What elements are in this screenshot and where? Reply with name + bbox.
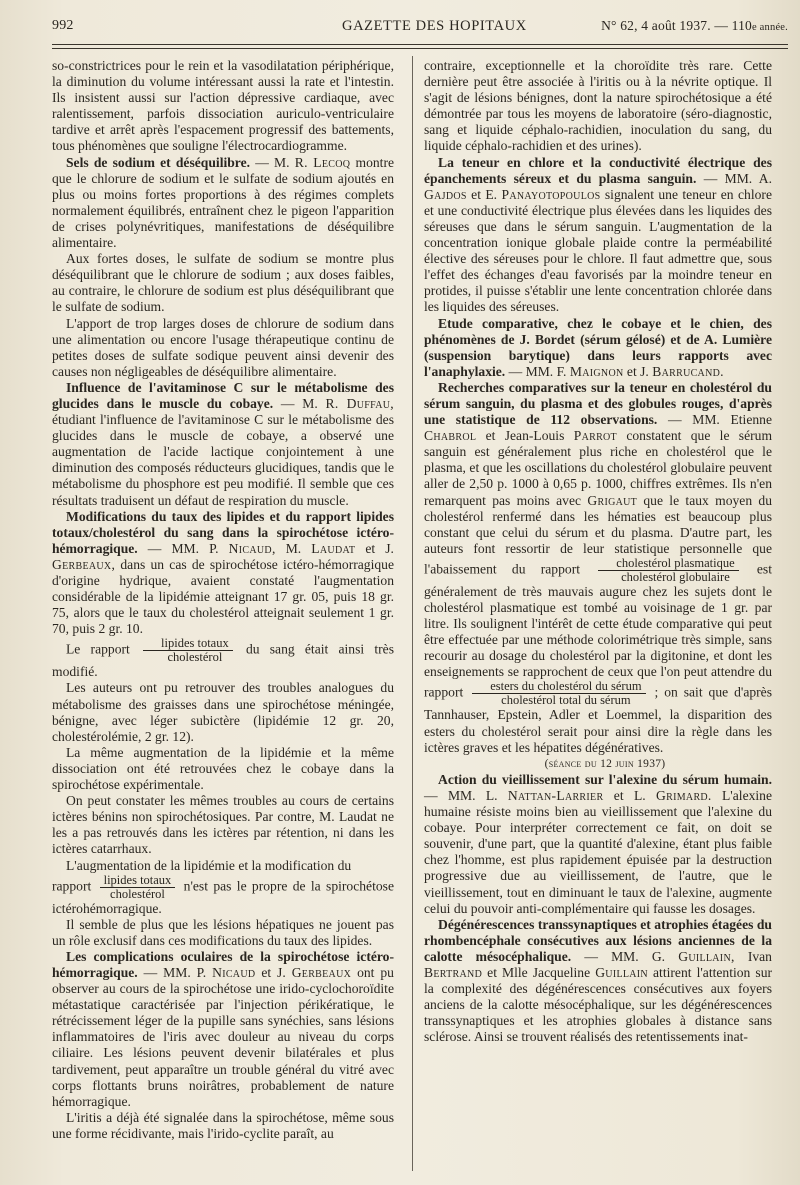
article-title: Recherches comparatives sur la teneur en cholestérol du sérum sanguin, du plasma et des globules rouges, d'après une statistique de 112 observations. <box>424 379 772 428</box>
author-name: Parrot <box>573 428 617 444</box>
fraction-denominator: cholestérol total du sérum <box>501 693 631 708</box>
article-lipides <box>52 509 394 638</box>
text: signalent une teneur en chlore et une conductivité électrique plus élevées dans les liquides des séreuses que dans le sérum sanguin. L'augmentation de la concentration ionique globale plaide contre la perméabilité élective des séreuses pour le chlore. Il faut admettre que, sous l'effet des échanges d'eau favorisés par la moindre teneur en protides, il puisse s'établir une lente concentration chlorée dans les liquides des séreuses. <box>424 186 772 315</box>
article-title: Les complications oculaires de la spirochétose ictéro-hémorragique. <box>52 948 394 980</box>
author-name: R. Lecoq <box>294 154 351 170</box>
author-name: Nattan-Larrier <box>507 787 604 803</box>
text: — MM. P. <box>147 540 219 556</box>
article-title: Action du vieillissement sur l'alexine du sérum humain. <box>438 771 772 787</box>
paragraph-ratio <box>52 637 394 680</box>
text: L'alexine humaine résiste moins bien au vieillissement que l'alexine du cobaye. Pour interpréter correctement ce fait, on doit se souvenir, d'une part, que la quantité d'alexine, étant plus faible chez l'homme, est plus rapidement épuisée par la destruction progressive due au vieillissement, de l'autre, que le vieillissement, tout en diminuant le taux de l'alexine, augmente celui du pouvoir anti-complémentaire qui fausse les dosages. <box>424 787 773 916</box>
author-name: Gerbeaux, <box>52 556 116 572</box>
paragraph: L'apport de trop larges doses de chlorure de sodium dans une alimentation ou encore l'usage thérapeutique continu de petites doses de sulfate sodique peuvent ainsi devenir des causes non négligeables de déséquilibre alimentaire. <box>52 315 394 379</box>
fraction-denominator: cholestérol <box>110 886 165 901</box>
text: — MM. P. <box>143 964 207 980</box>
author-name: Laudat <box>311 540 356 556</box>
paragraph: so-constrictrices pour le rein et la vasodilatation périphérique, la diminution du volume intéressant aussi la rate et l'intestin. Ils insistent aussi sur l'action dépressive cardiaque, avec ralentissement, parfois dissociation auriculo-ventriculaire tardive et arrêt après l'espacement progressif des battements, tous phénomènes que souligne l'électrocardiogramme. <box>52 58 394 154</box>
text: et L. <box>613 787 646 803</box>
fraction-numerator: lipides totaux <box>143 637 233 651</box>
article-title: La teneur en chlore et la conductivité électrique des épanchements séreux et du plasma sanguin. <box>424 154 772 186</box>
author-name: Nicaud <box>212 964 256 980</box>
text: montre que le chlorure de sodium et le sulfate de sodium ajoutés en plus ou moins fortes proportions à des régimes complets normalement équilibrés, entraînent chez le pigeon l'apparition de crises polynévritiques, manifestations de déséquilibre alimentaire. <box>52 154 395 251</box>
article-alexine <box>424 772 772 917</box>
author-name: Bertrand <box>424 964 483 980</box>
session-heading <box>424 756 772 772</box>
issue-date: N° 62, 4 août 1937. — 110 <box>601 18 752 33</box>
fraction-numerator <box>472 680 645 694</box>
text: — MM. L. <box>424 787 498 803</box>
article-chlore <box>424 155 772 316</box>
text: constatent que le sérum sanguin est généralement plus riche en cholestérol que le plasma, et que les oscillations du cholestérol globulaire peuvent aller de 2,50 p. 1000 à 0,65 p. 1000, chiffres extrêmes. Ils n'en remarquent pas moins avec <box>424 428 773 508</box>
text: — M. <box>280 395 318 411</box>
text: Ivan <box>747 948 772 964</box>
right-column <box>424 58 772 1045</box>
article-sodium <box>52 155 394 252</box>
text: ont pu observer au cours de la spirochétose une irido-cyclochoroïdite métastatique caractérisée par l'injection périkératique, le rétrécissement léger de la pupille sans synéchies, sans lésions inflammatoires de l'iris avec douleur au niveau du corps ciliaire. Les lésions peuvent devenir bilatérales et plus tardivement, peut apparaître un trouble général du vitré avec corps flottants bruns noirâtres, probablement de nature hémorragique. <box>52 964 394 1109</box>
article-title: Influence de l'avitaminose C sur le métabolisme des glucides dans le muscle du cobaye. <box>52 379 394 411</box>
text: Le rapport <box>66 642 130 657</box>
text: — MM. A. <box>703 170 772 186</box>
author-name: Panayotopoulos <box>501 186 601 202</box>
text: n'est pas le propre de la spirochétose ictérohémorragique. <box>52 878 394 916</box>
article-cholesterol <box>424 380 772 756</box>
paragraph: contraire, exceptionnelle et la choroïdite très rare. Cette dernière peut être associée à l'iritis ou à la névrite optique. Il s'agit de lésions bénignes, dont la nature spirochétosique a été démontrée par tous les moyens de laboratoire (séro-diagnostic, sang et liquide céphalo-rachidien, inoculation du sang, du liquide céphalo-rachidien et des urines). <box>424 58 772 154</box>
article-title: Sels de sodium et déséquilibre. <box>66 154 251 170</box>
paragraph: Aux fortes doses, le sulfate de sodium se montre plus déséquilibrant que le chlorure de sodium ; aux doses faibles, au contraire, le chlorure de sodium est plus déséquilibrant que le sulfate de sodium. <box>52 251 394 315</box>
column-divider <box>412 56 413 1171</box>
text: et Mlle Jacqueline <box>487 964 591 980</box>
article-title: Dégénérescences transsynaptiques et atrophies étagées du rhombencéphale consécutives aux lésions anciennes de la calotte mésocéphalique. <box>424 916 772 964</box>
paragraph: Il semble de plus que les lésions hépatiques ne jouent pas un rôle exclusif dans ces modifications du taux des lipides. <box>52 916 394 948</box>
author-name: Gerbeaux <box>291 964 352 980</box>
paragraph: Les auteurs ont pu retrouver des troubles analogues du métabolisme des graisses dans une spirochétose méningée, bénigne, avec léger subictère (lipidémie 12 gr. 20, cholestérolémie, 2 gr. 12). <box>52 680 394 744</box>
issue-suffix: e année. <box>752 22 788 33</box>
text: et J. <box>261 964 286 980</box>
article-oculaires <box>52 949 394 1110</box>
article-title: Etude comparative, chez le cobaye et le chien, des phénomènes de J. Bordet (sérum gélosé) et de A. Lumière (suspension barytique) dans leurs rapports avec l'anaphylaxie. <box>424 315 772 379</box>
text: — MM. G. <box>584 948 666 964</box>
fraction <box>143 637 233 664</box>
text: ; on sait que d'après Tannhauser, Epstein, Adler et Loemmel, la disparition des esters du cholestérol serait pour ainsi dire la règle dans les ictères graves et les hépatites dégénératives. <box>424 685 773 755</box>
left-column <box>52 58 394 1142</box>
text: étudiant l'influence de l'avitaminose C sur le métabolisme des glucides dans le muscle de cobaye, a observé une augmentation de l'acide lactique conjointement à une diminution des composés réducteurs glucidiques, tandis que le métabolisme du phosphore est peu modifié. Il semble que ces résultats traduisent un défaut de respiration du muscle. <box>52 412 394 508</box>
text: du sang était ainsi très modifié. <box>52 642 394 680</box>
text: — M. <box>255 154 290 170</box>
paragraph: On peut constater les mêmes troubles au cours de certains ictères bénins non spirochétosiques. Par contre, M. Laudat ne les a pas retrouvés dans les ictères par rétention, ni dans les ictères catarrhaux. <box>52 793 394 857</box>
author-name: R. Duffau, <box>325 395 395 411</box>
header-rule-thin <box>52 48 788 49</box>
text: esters <box>490 679 519 694</box>
fraction-numerator: cholestérol plasmatique <box>598 557 738 571</box>
journal-title: GAZETTE DES HOPITAUX <box>342 18 527 34</box>
fraction-denominator: cholestérol <box>167 650 223 665</box>
author-name: Maignon <box>569 363 624 379</box>
text: et E. <box>471 186 498 202</box>
fraction-denominator: cholestérol globulaire <box>621 569 730 584</box>
author-name: Gajdos <box>424 186 467 202</box>
text: et J. <box>365 540 394 556</box>
paragraph: L'augmentation de la lipidémie et la modification du <box>66 857 352 873</box>
author-name: Barrucand. <box>652 363 724 379</box>
article-title: Modifications du taux des lipides et du rapport lipides totaux/cholestérol du sang dans la spirochétose ictéro-hémorragique. <box>52 508 394 556</box>
article-anaphylaxie <box>424 316 772 380</box>
text: attirent l'attention sur la complexité des dégénérescences consécutives aux foyers anciens de la calotte mésocéphalique, sur les dégénérescences transsynaptiques et les atrophies globales à distance sans sclérose. Ainsi se trouvent réalisés des retentissements inat- <box>424 964 773 1045</box>
article-avitaminose <box>52 380 394 509</box>
text: M. <box>285 540 302 556</box>
session-date: (séance du 12 juin 1937) <box>544 757 666 770</box>
text: dans un cas de spirochétose ictéro-hémorragique d'origine hydrique, avaient constaté l'augmentation considérable de la lipidémie atteignant 17 gr. 05, puis 18 gr. 75, alors que le taux du cholestérol atteignait seulement 1 gr. 70, puis 2 gr. 10. <box>52 556 394 637</box>
issue-info <box>601 18 788 34</box>
author-name: Nicaud, <box>228 540 276 556</box>
text: — MM. F. <box>508 363 567 379</box>
header-rule <box>52 44 788 45</box>
text: et Jean-Louis <box>485 428 565 444</box>
text: du cholestérol du sérum <box>521 679 642 694</box>
author-name: Guillain <box>595 964 648 980</box>
text: et J. <box>626 363 649 379</box>
fraction <box>472 680 645 707</box>
author-name: Grigaut <box>587 492 638 508</box>
text: — MM. Etienne <box>668 412 772 428</box>
paragraph: L'iritis a déjà été signalée dans la spirochétose, même sous une forme récidivante, mais l'irido-cyclite paraît, au <box>52 1109 394 1141</box>
author-name: Guillain, <box>678 948 735 964</box>
text: rapport <box>52 878 92 894</box>
paragraph-ratio <box>52 874 394 917</box>
fraction-numerator: lipides totaux <box>100 874 176 888</box>
page-number: 992 <box>52 18 74 33</box>
article-degenerescences <box>424 917 772 1046</box>
text: est généralement de très mauvais augure chez les sujets dont le cholestérol plasmatique est tombé au voisinage de 1 gr. par litre. Ils soulignent l'intérêt de cette étude comparative qui peut être effectuée par une méthode colorimétrique très simple, sans recourir au dosage du cholestérol par la digitonine, et dont les enseignements se rapprochent de ceux que l'on peut attendre du rapport <box>424 561 772 701</box>
fraction <box>598 557 738 584</box>
text: que le taux moyen du cholestérol renfermé dans les hématies est beaucoup plus constant que celui du sérum et du plasma. D'autre part, les auteurs font ressortir de leur statistique personnelle que l'abaissement du rapport <box>424 492 773 577</box>
paragraph: La même augmentation de la lipidémie et la même dissociation ont été retrouvées chez le cobaye dans la spirochétose expérimentale. <box>52 744 394 793</box>
fraction <box>100 874 176 901</box>
author-name: Grimard. <box>656 787 712 803</box>
page-header <box>52 14 788 38</box>
author-name: Chabrol <box>424 428 477 444</box>
